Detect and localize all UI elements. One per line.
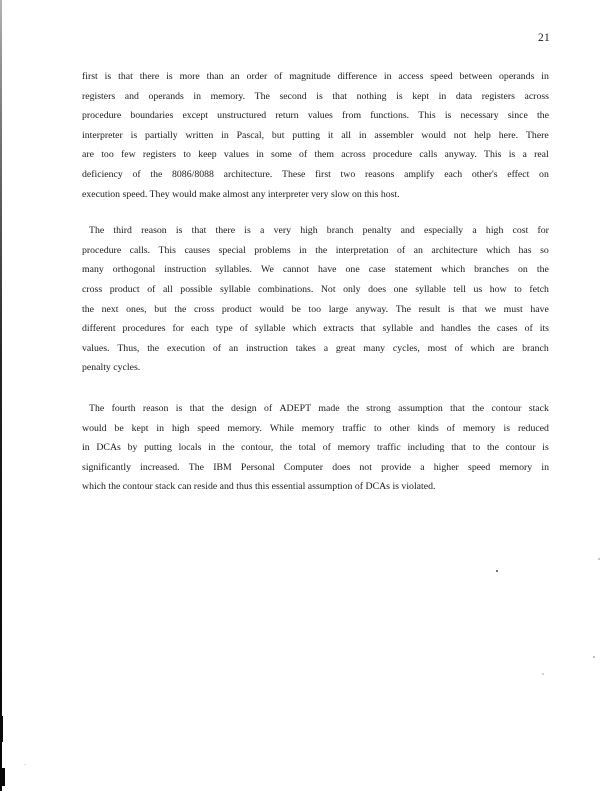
text-line: different procedures for each type of syllable which extracts that syllable and handles the cases of its [82, 323, 549, 335]
scan-speck [24, 764, 26, 765]
text-line: first is that there is more than an order of magnitude difference in access speed between operands in [82, 71, 549, 82]
text-line: interpreter is partially written in Pascal, but putting it all in assembler would not help here. There [82, 129, 549, 141]
text-line: which the contour stack can reside and thus this essential assumption of DCAs is violated. [82, 481, 436, 493]
text-line: would be kept in high speed memory. While memory traffic to other kinds of memory is reduced [82, 422, 549, 434]
scanner-edge-notch [0, 716, 3, 742]
scan-speck [542, 673, 544, 675]
text-line: values. Thus, the execution of an instruction takes a great many cycles, most of which are branch [82, 342, 549, 354]
text-line: cross product of all possible syllable combinations. Not only does one syllable tell us how to fetch [82, 283, 549, 295]
paragraph [82, 221, 549, 378]
scanner-edge-bottom-mark [0, 768, 5, 786]
scanner-edge-artifact [0, 0, 2, 791]
scan-speck [496, 570, 498, 572]
text-line: deficiency of the 8086/8088 architecture. These first two reasons amplify each other's effect on [82, 168, 549, 180]
scan-speck [598, 558, 600, 560]
text-line: are too few registers to keep values in some of them across procedure calls anyway. This is a real [82, 149, 549, 161]
text-line: The fourth reason is that the design of ADEPT made the strong assumption that the contour stack [89, 402, 549, 414]
text-line: in DCAs by putting locals in the contour, the total of memory traffic including that to the contour is [82, 442, 549, 454]
text-line: penalty cycles. [82, 362, 141, 374]
text-line: the next ones, but the cross product would be too large anyway. The result is that we must have [82, 303, 549, 315]
text-line: registers and operands in memory. The second is that nothing is kept in data registers across [82, 90, 549, 102]
text-line: procedure boundaries except unstructured return values from functions. This is necessary since the [82, 110, 549, 122]
paragraph [82, 67, 549, 204]
text-line: procedure calls. This causes special problems in the interpretation of an architecture which has so [82, 244, 549, 256]
page-number: 21 [538, 32, 551, 44]
scan-speck [593, 656, 595, 658]
text-line: significantly increased. The IBM Personal Computer does not provide a higher speed memory in [82, 461, 549, 473]
document-body [82, 67, 549, 497]
paragraph [82, 399, 549, 497]
text-line: execution speed. They would make almost any interpreter very slow on this host. [82, 188, 400, 200]
text-line: many orthogonal instruction syllables. We cannot have one case statement which branches on the [82, 264, 549, 276]
text-line: The third reason is that there is a very high branch penalty and especially a high cost for [89, 225, 549, 237]
